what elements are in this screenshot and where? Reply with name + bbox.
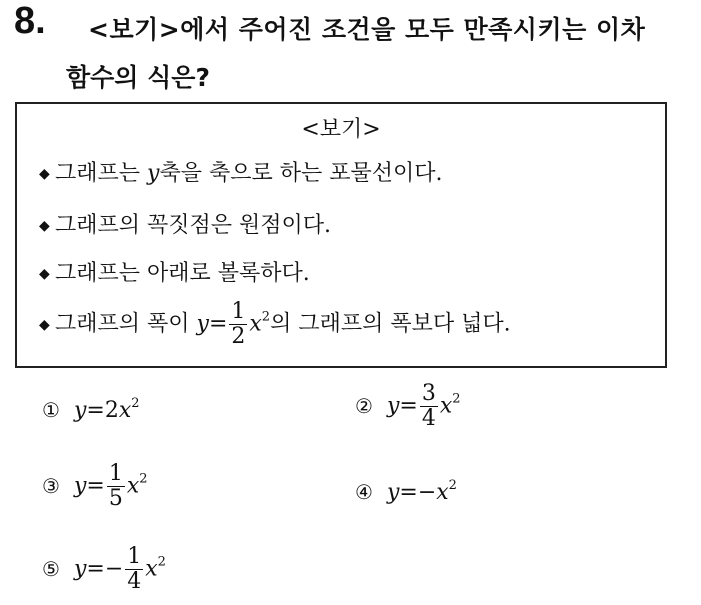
option-1[interactable]: ① $y=2x^2$ (42, 396, 140, 423)
question-number: 8. (14, 0, 46, 42)
question-text-line1: <보기>에서 주어진 조건을 모두 만족시키는 이차 (88, 15, 646, 44)
condition-1: ◆ 그래프는 y축을 축으로 하는 포물선이다. (39, 161, 443, 186)
condition-3: ◆ 그래프는 아래로 볼록하다. (39, 261, 310, 286)
option-3[interactable]: ③ y= $\frac{1}{5}$ $x^2$ (42, 461, 148, 512)
option-4[interactable]: ④ $y=-x^2$ (355, 478, 457, 505)
condition-2: ◆ 그래프의 꼭짓점은 원점이다. (39, 213, 332, 238)
question-text-line2: 함수의 식은? (66, 63, 210, 92)
bullet-icon: ◆ (39, 218, 50, 234)
conditions-box (15, 102, 667, 368)
bullet-icon: ◆ (39, 166, 50, 182)
fraction: $\frac{1}{2}$ (231, 299, 246, 350)
fraction: $\frac{3}{4}$ (421, 381, 436, 432)
fraction: $\frac{1}{5}$ (108, 461, 123, 512)
fraction: $\frac{1}{4}$ (127, 544, 142, 595)
option-2[interactable]: ② y= $\frac{3}{4}$ $x^2$ (355, 381, 461, 432)
condition-4: ◆ 그래프의 폭이 y= $\frac{1}{2}$ $x^2$의 그래프의 폭보다 넓다. (39, 299, 511, 350)
bullet-icon: ◆ (39, 266, 50, 282)
bullet-icon: ◆ (39, 316, 50, 333)
box-title: <보기> (301, 117, 381, 142)
option-5[interactable]: ⑤ y=− $\frac{1}{4}$ $x^2$ (42, 544, 166, 595)
